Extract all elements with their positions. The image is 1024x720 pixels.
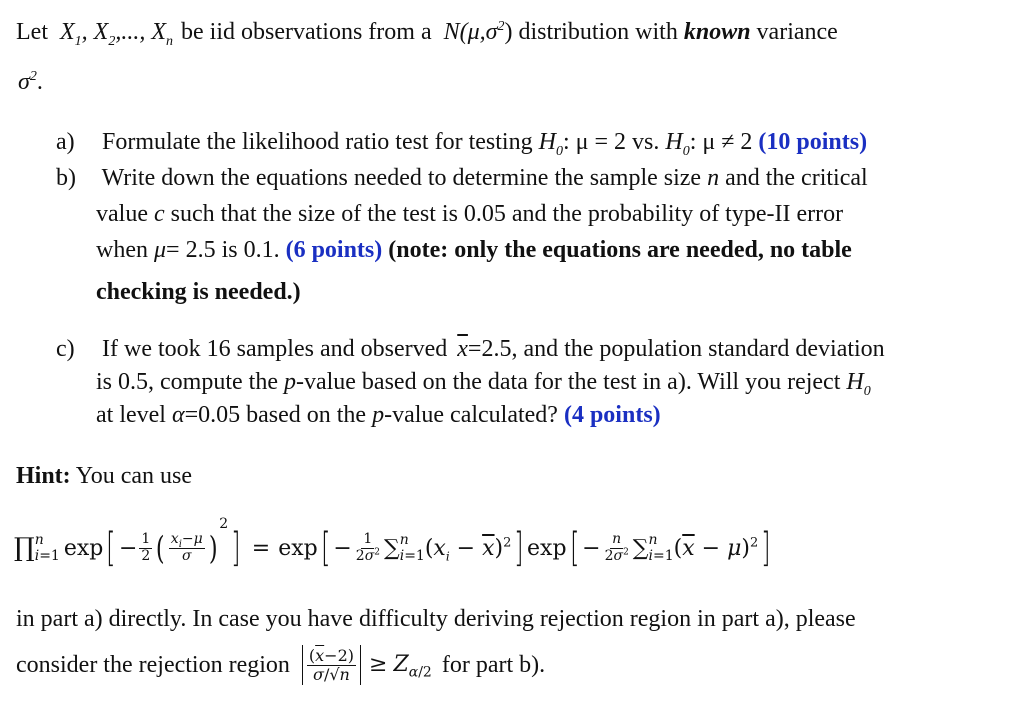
footer-text-2b: for part b). (441, 652, 546, 678)
part-c-text-2b: -value based on the data for the test in a). Will you reject (295, 369, 841, 395)
part-b-c: c (153, 201, 165, 227)
part-b-points: (6 points) (285, 237, 383, 263)
part-b-line-1 (56, 166, 868, 190)
part-b-note: (note: only the equations are needed, no table (388, 237, 852, 263)
part-a-text: Formulate the likelihood ratio test for testing (102, 129, 533, 155)
part-c-text-3b: =0.05 based on the (184, 402, 367, 428)
part-a (56, 129, 868, 159)
part-c-points: (4 points) (563, 402, 661, 428)
part-a-h1: $H_0$ (665, 129, 690, 159)
part-c-text-2a: is 0.5, compute the (96, 369, 278, 395)
part-c-label: c) (56, 336, 75, 362)
footer-line-2 (16, 640, 545, 690)
part-c-text-1b: =2.5, and the population standard deviation (467, 336, 885, 362)
part-c-h0: $H_0$ (846, 369, 871, 399)
rejection-region-formula: $\frac{(\overline{x}-2)}{\sigma/√n}$ ≥ $Z_{\alpha/2}$ (300, 645, 432, 685)
part-b-mu: μ (153, 237, 167, 263)
part-b-text-3a: when (96, 237, 148, 263)
part-a-h0: $H_0$ (538, 129, 563, 159)
intro-variance: variance (756, 19, 838, 45)
part-c-text-3a: at level (96, 402, 166, 428)
part-c-line-3 (96, 403, 661, 427)
part-b-label: b) (56, 165, 76, 191)
intro-distribution-close: ) distribution with (504, 19, 678, 45)
part-b-text-1: Write down the equations needed to determine the sample size (101, 165, 702, 191)
intro-known: known (683, 19, 751, 45)
part-b-text-1-end: and the critical (725, 165, 868, 191)
part-a-label: a) (56, 129, 75, 155)
hint-line (16, 464, 192, 488)
part-c-p2: p (372, 402, 385, 428)
intro-variables: $X_1$, $X_2$,..., $X_n$ (59, 19, 173, 49)
part-b-line-3 (96, 238, 852, 262)
part-a-h1-cond: : μ ≠ 2 (689, 129, 753, 155)
part-b-text-3b: = 2.5 is 0.1. (166, 237, 280, 263)
part-b-text-2b: such that the size of the test is 0.05 and the probability of type-II error (170, 201, 844, 227)
part-a-h0-cond: : μ = 2 vs. (562, 129, 660, 155)
intro-rest: be iid observations from a (181, 19, 432, 45)
intro-sigma-squared: $\sigma^2$. (18, 69, 43, 95)
part-c-p: p (283, 369, 296, 395)
part-b-text-2a: value (96, 201, 148, 227)
footer-text-2a: consider the rejection region (16, 652, 290, 678)
part-a-points: (10 points) (758, 129, 868, 155)
intro-line-1 (16, 19, 838, 49)
intro-let: Let (16, 19, 48, 45)
hint-label: Hint: (16, 463, 71, 489)
part-c-text-1: If we took 16 samples and observed (102, 336, 448, 362)
hint-formula: ∏ n i=1 exp [ − $\frac{1}{2}$ ( $\frac{x_i-\mu}{\sigma}$ ) 2 ] = exp [ − $\frac{1}{2\sigma^2}$ ∑ n i=1 $(x_i - \overline{x})^2$ ] exp [ − $\frac{n}{2\sigma^2}$ ∑ n i=1 $(\overline{x} - \mu)^2$ ] (14, 516, 771, 571)
part-c-alpha: α (171, 402, 185, 428)
footer-line-1: in part a) directly. In case you have difficulty deriving rejection region in part a), please (16, 606, 856, 632)
part-c-text-3c: -value calculated? (384, 402, 558, 428)
part-c-line-2 (96, 369, 871, 399)
part-c-line-1 (56, 337, 885, 361)
part-b-line-2 (96, 202, 843, 226)
hint-text: You can use (75, 463, 193, 489)
intro-distribution: $N(\mu,\sigma^2$ (443, 19, 505, 45)
part-b-n: n (707, 165, 720, 191)
part-c-xbar: $\overline{x}$ (457, 336, 468, 362)
part-b-line-4: checking is needed.) (96, 279, 301, 305)
